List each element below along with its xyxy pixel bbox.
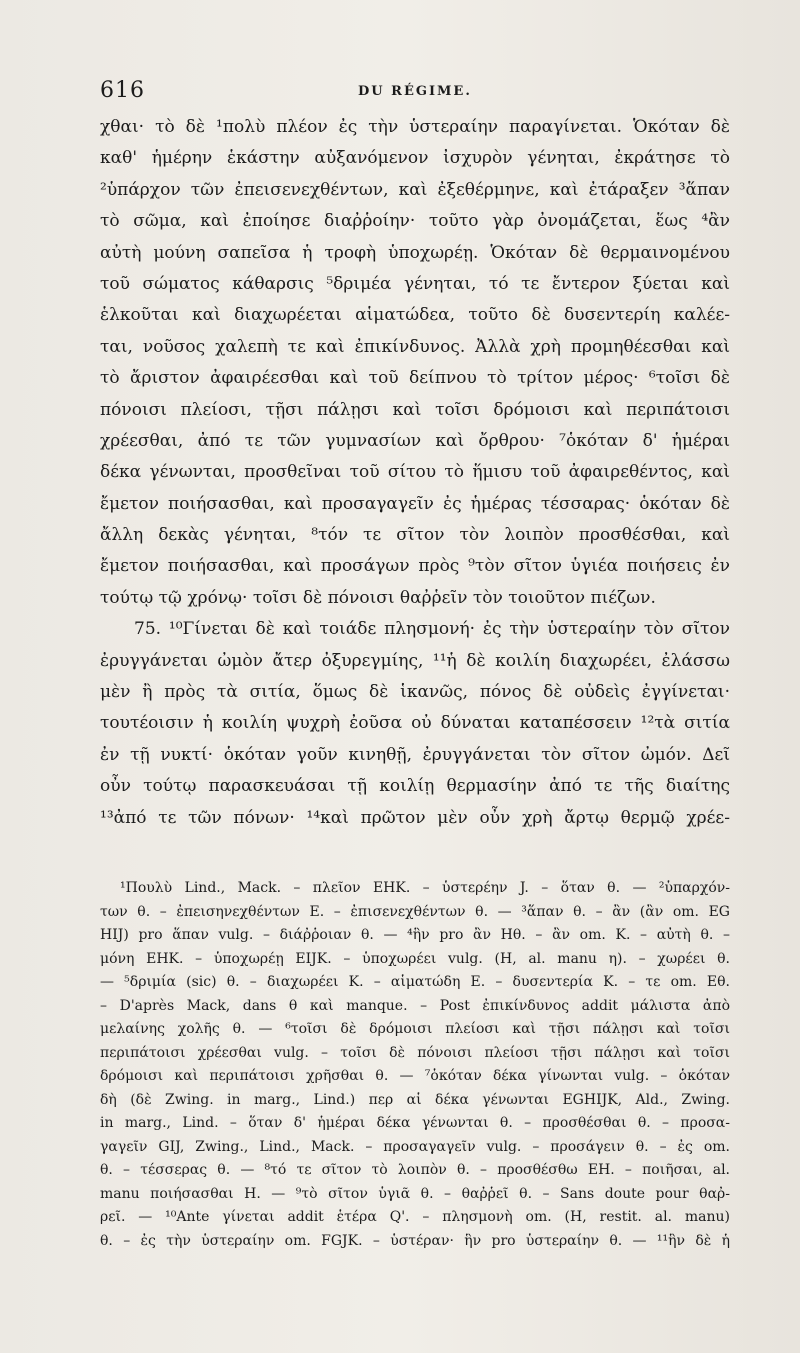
footnote-line: HIJ) pro ἅπαν vulg. – διάῤῥοιαν θ. — ⁴ἣν pro ἂν Hθ. – ἂν om. K. – αὐτὴ θ. – — [100, 927, 730, 943]
footnote-line: γαγεῖν GIJ, Zwing., Lind., Mack. – προσαγαγεῖν vulg. – προσάγειν θ. – ἐς om. — [100, 1138, 730, 1155]
text-line: τουτέοισιν ἡ κοιλίη ψυχρὴ ἐοῦσα οὐ δύναται καταπέσσειν ¹²τὰ σιτία — [100, 713, 730, 734]
text-line: τὸ ἄριστον ἀφαιρέεσθαι καὶ τοῦ δείπνου τὸ τρίτον μέρος· ⁶τοῖσι δὲ — [100, 368, 730, 389]
text-line: χθαι· τὸ δὲ ¹πολὺ πλέον ἐς τὴν ὑστεραίην παραγίνεται. Ὁκόταν δὲ — [100, 117, 730, 137]
footnote-line: μόνη EHK. – ὑποχωρέῃ EIJK. – ὑποχωρέει vulg. (H, al. manu η). – χωρέει θ. — [100, 950, 730, 967]
text-line: ἔμετον ποιήσασθαι, καὶ προσαγαγεῖν ἐς ἡμέρας τέσσαρας· ὁκόταν δὲ — [100, 493, 730, 514]
text-line: ἐρυγγάνεται ὠμὸν ἄτερ ὀξυρεγμίης, ¹¹ἡ δὲ κοιλίη διαχωρέει, ἐλάσσω — [100, 650, 730, 671]
text-line: ἔμετον ποιήσασθαι, καὶ προσάγων πρὸς ⁹τὸν σῖτον ὑγιέα ποιήσεις ἐν — [100, 556, 730, 577]
text-line: ¹³ἀπό τε τῶν πόνων· ¹⁴καὶ πρῶτον μὲν οὖν χρὴ ἄρτῳ θερμῷ χρέε- — [100, 807, 730, 828]
page-header — [100, 78, 740, 108]
text-line: τούτῳ τῷ χρόνῳ· τοῖσι δὲ πόνοισι θαῤῥεῖν τὸν τοιοῦτον πιέζων. — [100, 587, 656, 608]
text-line: ἄλλη δεκὰς γένηται, ⁸τόν τε σῖτον τὸν λοιπὸν προσθέσθαι, καὶ — [100, 525, 730, 546]
footnote-line: θ. – ἐς τὴν ὑστεραίην om. FGJK. – ὑστέραν· ἣν pro ὑστεραίην θ. — ¹¹ἣν δὲ ἡ — [100, 1232, 730, 1249]
text-line: ἑλκοῦται καὶ διαχωρέεται αἱματώδεα, τοῦτο δὲ δυσεντερίη καλέε- — [100, 305, 730, 326]
text-line: χρέεσθαι, ἀπό τε τῶν γυμνασίων καὶ ὄρθρου· ⁷ὁκόταν δ' ἡμέραι — [100, 430, 730, 451]
text-line: τὸ σῶμα, καὶ ἐποίησε διαῤῥοίην· τοῦτο γὰρ ὀνομάζεται, ἕως ⁴ἂν — [100, 211, 730, 232]
main-text-block — [100, 112, 730, 834]
footnote-line: manu ποιήσασθαι H. — ⁹τὸ σῖτον ὑγιᾶ θ. – θαῤῥεῖ θ. – Sans doute pour θαῤ- — [100, 1185, 730, 1202]
text-line: ἐν τῇ νυκτί· ὁκόταν γοῦν κινηθῇ, ἐρυγγάνεται τὸν σῖτον ὠμόν. Δεῖ — [100, 744, 730, 765]
footnote-line: θ. – τέσσερας θ. — ⁸τό τε σῖτον τὸ λοιπὸν θ. – προσθέσθω EH. – ποιῆσαι, al. — [100, 1162, 730, 1178]
text-line: ²ὑπάρχον τῶν ἐπεισενεχθέντων, καὶ ἐξεθέρμηνε, καὶ ἐτάραξεν ³ἅπαν — [100, 179, 730, 200]
text-line: τοῦ σώματος κάθαρσις ⁵δριμέα γένηται, τό τε ἔντερον ξύεται καὶ — [100, 273, 730, 294]
footnote-line: ρεῖ. — ¹⁰Ante γίνεται addit ἑτέρα Q'. – πλησμονὴ om. (H, restit. al. manu) — [100, 1209, 730, 1225]
footnote-line: των θ. – ἐπεισηνεχθέντων E. – ἐπισενεχθέντων θ. — ³ἅπαν θ. – ἂν (ἂν om. EG — [100, 903, 730, 920]
text-line: μὲν ἢ πρὸς τὰ σιτία, ὅμως δὲ ἱκανῶς, πόνος δὲ οὐδεὶς ἐγγίνεται· — [100, 682, 730, 703]
text-line: δέκα γένωνται, προσθεῖναι τοῦ σίτου τὸ ἥμισυ τοῦ ἀφαιρεθέντος, καὶ — [100, 462, 730, 483]
footnote-line: δρόμοισι καὶ περιπάτοισι χρῆσθαι θ. — ⁷ὁκόταν δέκα γίνωνται vulg. – ὁκόταν — [100, 1068, 730, 1084]
footnote-line: ¹Πουλὺ Lind., Mack. – πλεῖον EHK. – ὑστερέην J. – ὅταν θ. — ²ὑπαρχόν- — [120, 880, 730, 896]
footnote-line: δὴ (δὲ Zwing. in marg., Lind.) περ αἱ δέκα γένωνται EGHIJK, Ald., Zwing. — [100, 1091, 730, 1108]
footnote-line: – D'après Mack, dans θ καὶ manque. – Post ἐπικίνδυνος addit μάλιστα ἀπὸ — [100, 997, 730, 1014]
running-title: DU RÉGIME. — [358, 84, 472, 99]
text-line: οὖν τούτῳ παρασκευάσαι τῇ κοιλίῃ θερμασίην ἀπό τε τῆς διαίτης — [100, 776, 730, 797]
footnote-line: μελαίνης χολῆς θ. — ⁶τοῖσι δὲ δρόμοισι πλείοσι καὶ τῇσι πάλῃσι καὶ τοῖσι — [100, 1021, 730, 1037]
footnote-line: — ⁵δριμία (sic) θ. – διαχωρέει K. – αἱματώδη E. – δυσεντερία K. – τε om. Eθ. — [100, 974, 730, 990]
section-75-start: 75. ¹⁰Γίνεται δὲ καὶ τοιάδε πλησμονή· ἐς τὴν ὑστεραίην τὸν σῖτον — [134, 619, 730, 640]
footnotes-block — [100, 877, 730, 1253]
text-line: καθ' ἡμέρην ἑκάστην αὐξανόμενον ἰσχυρὸν γένηται, ἐκράτησε τὸ — [100, 148, 730, 169]
text-line: πόνοισι πλείοσι, τῇσι πάλῃσι καὶ τοῖσι δρόμοισι καὶ περιπάτοισι — [100, 399, 730, 420]
footnote-line: in marg., Lind. – ὅταν δ' ἡμέραι δέκα γένωνται θ. – προσθέσθαι θ. – προσα- — [100, 1115, 730, 1131]
text-line: αὐτὴ μούνη σαπεῖσα ἡ τροφὴ ὑποχωρέῃ. Ὁκόταν δὲ θερμαινομένου — [100, 242, 730, 263]
page-number: 616 — [100, 78, 145, 103]
text-line: ται, νοῦσος χαλεπὴ τε καὶ ἐπικίνδυνος. Ἀλλὰ χρὴ προμηθέεσθαι καὶ — [100, 336, 730, 357]
footnote-line: περιπάτοισι χρέεσθαι vulg. – τοῖσι δὲ πόνοισι πλείοσι τῇσι πάλῃσι καὶ τοῖσι — [100, 1044, 730, 1061]
